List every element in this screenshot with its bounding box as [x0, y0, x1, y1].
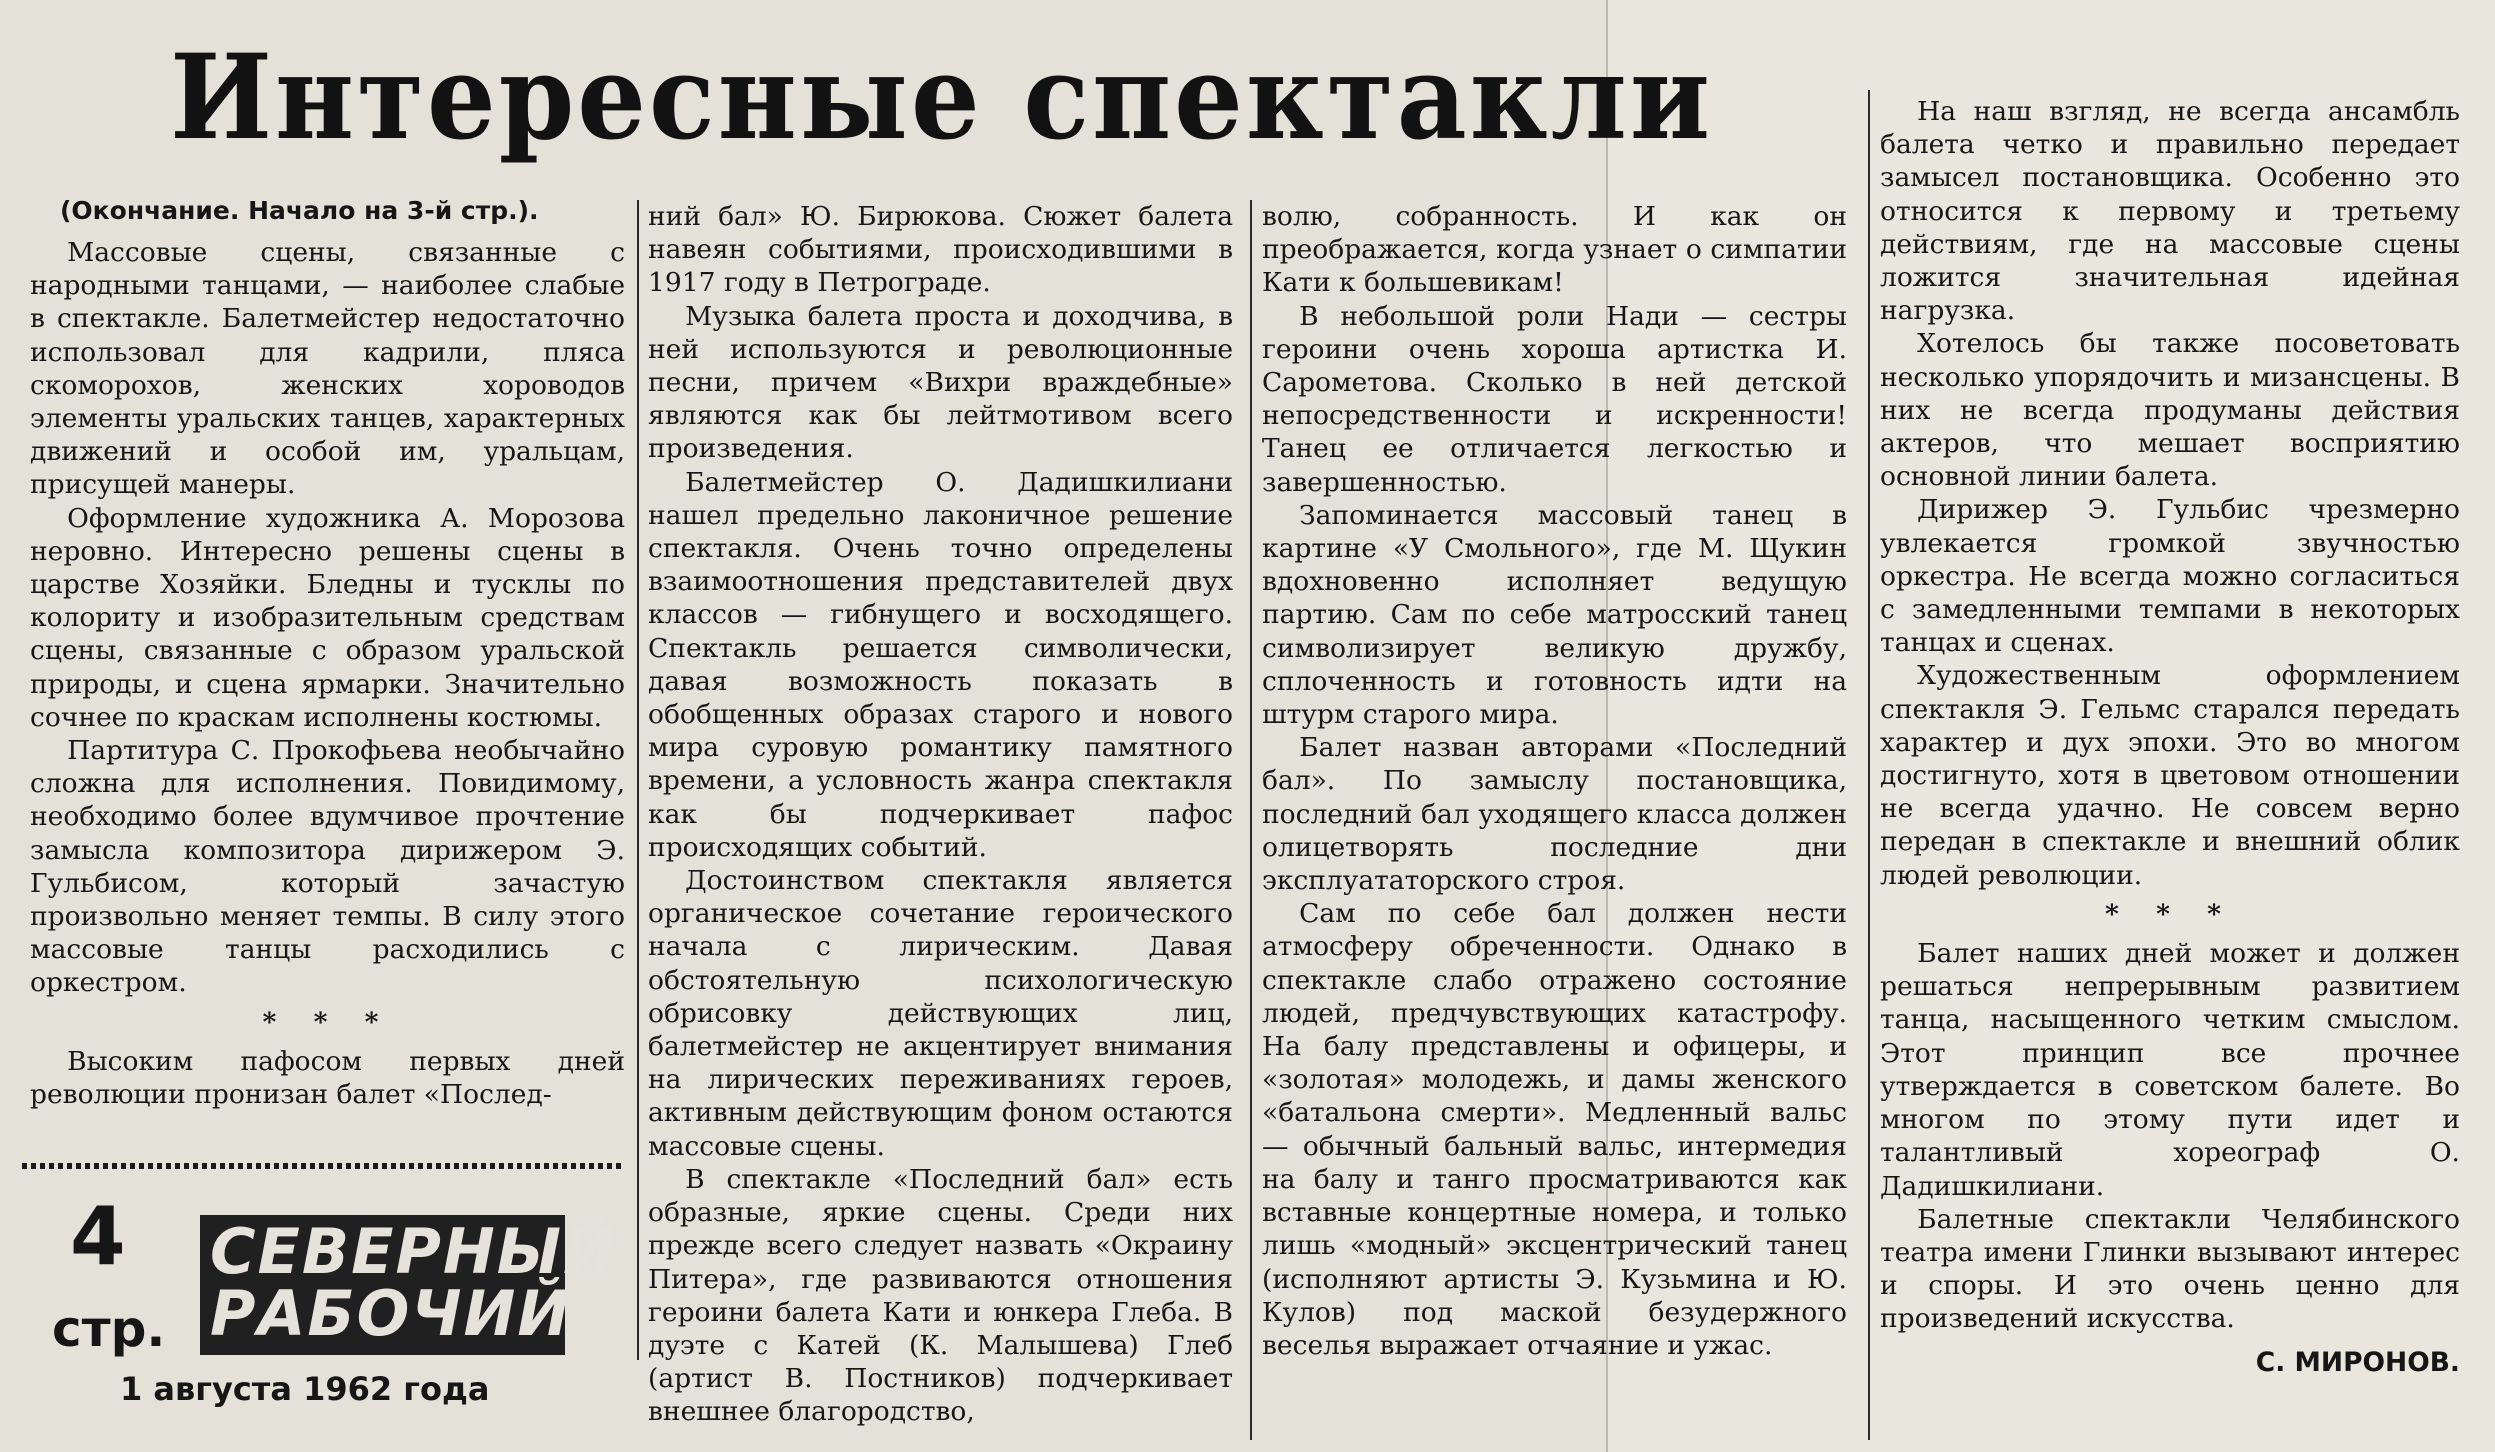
paragraph: В спектакле «Последний бал» есть образные, яркие сцены. Среди них прежде всего следует назвать «Окраину Питера», где развиваются отношения героини балета Кати и юнкера Глеба. В дуэте с Катей (К. Малышева) Глеб (артист В. Постников) подчеркивает внешнее благородство, [648, 1163, 1233, 1428]
newspaper-logo [200, 1215, 617, 1355]
page-number: 4 [70, 1190, 126, 1283]
paragraph: Хотелось бы также посоветовать несколько упорядочить и мизансцены. В них не всегда продуманы действия актеров, что мешает восприятию основной линии балета. [1880, 328, 2460, 493]
paragraph: Сам по себе бал должен нести атмосферу обреченности. Однако в спектакле слабо отражено состояние людей, предчувствующих катастрофу. На балу представлены и офицеры, и «золотая» молодежь, и дамы женского «батальона смерти». Медленный вальс — обычный бальный вальс, интермедия на балу и танго просматриваются как вставные концертные номера, и только лишь «модный» эксцентрический танец (исполняют артисты Э. Кузьмина и Ю. Кулов) под маской безудержного веселья выражает отчаяние и ужас. [1262, 898, 1847, 1361]
paragraph: ний бал» Ю. Бирюкова. Сюжет балета навеян событиями, происходившими в 1917 году в Петрограде. [648, 201, 1233, 299]
paragraph: Балет наших дней может и должен решаться непрерывным развитием танца, насыщенного четким смыслом. Этот принцип все прочнее утверждается в советском балете. Во многом по этому пути идет и талантливый хореограф О. Дадишкилиани. [1880, 938, 2460, 1202]
paragraph: Массовые сцены, связанные с народными танцами, — наиболее слабые в спектакле. Балетмейстер недостаточно использовал для кадрили, пляса скоморохов, женских хороводов элементы уральских танцев, характерных движений и особой им, уральцам, присущей манеры. [30, 237, 625, 501]
article-headline: Интересные спектакли [170, 30, 1713, 167]
column-divider [1868, 90, 1870, 1440]
paragraph: На наш взгляд, не всегда ансамбль балета четко и правильно передает замысел постановщика. Особенно это относится к первому и третьему действиям, где на массовые сцены ложится значительная идейная нагрузка. [1880, 96, 2460, 327]
paragraph: волю, собранность. И как он преображается, когда узнает о симпатии Кати к большевикам! [1262, 201, 1847, 299]
paragraph: Музыка балета проста и доходчива, в ней используются и революционные песни, причем «Вихри враждебные» являются как бы лейтмотивом всего произведения. [648, 300, 1233, 465]
issue-date: 1 августа 1962 года [120, 1370, 490, 1408]
paragraph: В небольшой роли Нади — сестры героини очень хороша артистка И. Сарометова. Сколько в ней детской непосредственности и искренности! Танец ее отличается легкостью и завершенностью. [1262, 300, 1847, 498]
paragraph: Дирижер Э. Гульбис чрезмерно увлекается громкой звучностью оркестра. Не всегда можно согласиться с замедленными темпами в некоторых танцах и сценах. [1880, 494, 2460, 659]
page-label: стр. [52, 1300, 166, 1358]
paragraph: Балет назван авторами «Последний бал». По замыслу постановщика, последний бал уходящего класса должен олицетворять последние дни эксплуататорского строя. [1262, 732, 1847, 897]
column-1 [30, 236, 625, 1111]
paragraph: Достоинством спектакля является органическое сочетание героического начала с лирическим. Давая обстоятельную психологическую обрисовку действующих лиц, балетмейстер не акцентирует внимания на лирических переживаниях героев, активным действующим фоном остаются массовые сцены. [648, 865, 1233, 1162]
paragraph: Партитура С. Прокофьева необычайно сложна для исполнения. Повидимому, необходимо более вдумчивое прочтение замысла композитора дирижером Э. Гульбисом, который зачастую произвольно меняет темпы. В силу этого массовые танцы расходились с оркестром. [30, 735, 625, 999]
paragraph: Балетмейстер О. Дадишкилиани нашел предельно лаконичное решение спектакля. Очень точно определены взаимоотношения представителей двух классов — гибнущего и восходящего. Спектакль решается символически, давая возможность показать в обобщенных образах старого и нового мира суровую романтику памятного времени, а условность жанра спектакля как бы подчеркивает пафос происходящих событий. [648, 466, 1233, 863]
column-divider [1250, 200, 1252, 1440]
section-separator: * * * [2104, 898, 2236, 930]
continuation-note: (Окончание. Начало на 3-й стр.). [60, 196, 539, 225]
column-2 [648, 200, 1233, 1429]
section-separator: * * * [262, 1006, 393, 1038]
logo-line: РАБОЧИЙ [210, 1277, 572, 1350]
paragraph: Балетные спектакли Челябинского театра имени Глинки вызывают интерес и споры. И это очень ценно для произведений искусства. [1880, 1203, 2460, 1335]
author-signature: С. МИРОНОВ. [2255, 1346, 2460, 1378]
logo-line: СЕВЕРНЫЙ [210, 1215, 617, 1288]
paragraph: Художественным оформлением спектакля Э. Гельмс старался передать характер и дух эпохи. Это во многом достигнуто, хотя в цветовом отношении не всегда удачно. Не совсем верно передан в спектакле и внешний облик людей революции. [1880, 660, 2460, 891]
footer-divider [22, 1163, 622, 1169]
column-divider [637, 200, 639, 1360]
paragraph: Высоким пафосом первых дней революции пронизан балет «Послед- [30, 1045, 625, 1111]
paragraph: Запоминается массовый танец в картине «У Смольного», где М. Щукин вдохновенно исполняет ведущую партию. Сам по себе матросский танец символизирует великую дружбу, сплоченность и готовность идти на штурм старого мира. [1262, 499, 1847, 731]
column-3 [1262, 200, 1847, 1362]
paragraph: Оформление художника А. Морозова неровно. Интересно решены сцены в царстве Хозяйки. Бледны и тусклы по колориту и изобразительным средствам сцены, связанные с образом уральской природы, и сцена ярмарки. Значительно сочнее по краскам исполнены костюмы. [30, 502, 625, 733]
column-4 [1880, 95, 2460, 1379]
